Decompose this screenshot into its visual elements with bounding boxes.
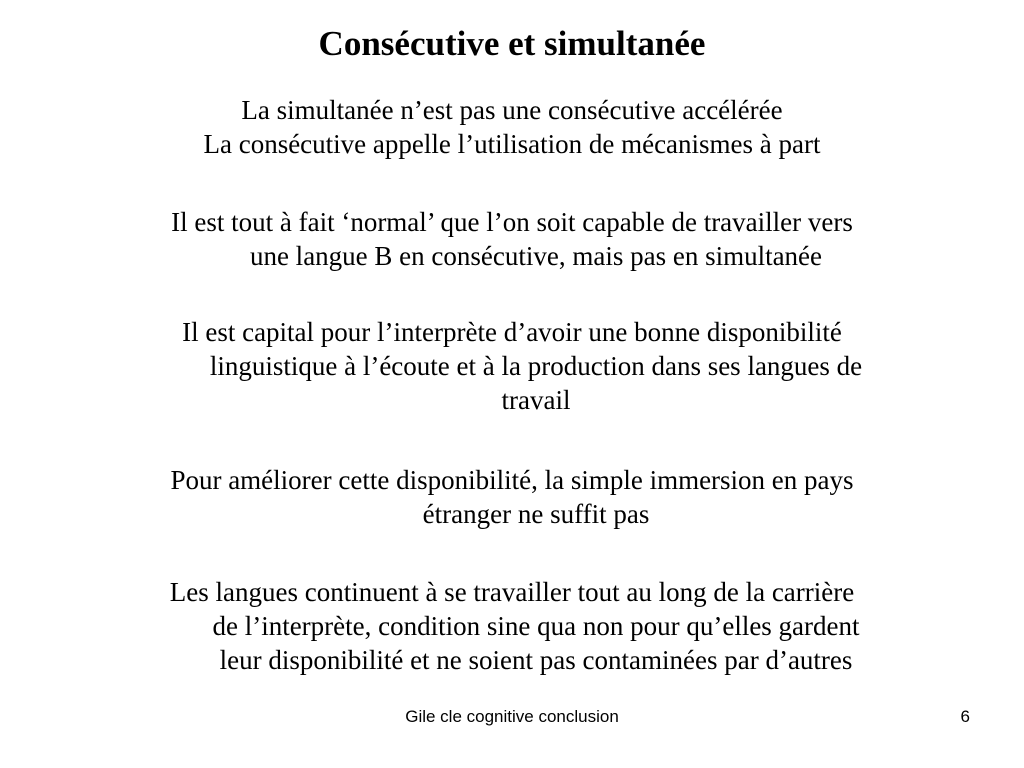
slide-title: Consécutive et simultanée [318, 24, 706, 63]
text-line: étranger ne suffit pas [422, 499, 650, 529]
text-line: La consécutive appelle l’utilisation de mécanismes à part [203, 129, 821, 159]
text-line: leur disponibilité et ne soient pas contaminées par d’autres [219, 645, 853, 675]
text-block-simultanee [60, 93, 964, 161]
text-line: travail [501, 385, 571, 415]
text-line: Il est tout à fait ‘normal’ que l’on soit capable de travailler vers [171, 207, 853, 237]
text-line: une langue B en consécutive, mais pas en simultanée [249, 241, 823, 271]
text-line: Pour améliorer cette disponibilité, la simple immersion en pays [170, 465, 854, 495]
text-line: de l’interprète, condition sine qua non pour qu’elles gardent [212, 611, 860, 641]
text-line: La simultanée n’est pas une consécutive accélérée [241, 95, 783, 125]
text-line: Il est capital pour l’interprète d’avoir une bonne disponibilité [182, 317, 842, 347]
text-block-immersion [60, 463, 964, 531]
text-block-langues-carriere [60, 575, 964, 677]
text-line: Les langues continuent à se travailler tout au long de la carrière [169, 577, 855, 607]
text-block-disponibilite [60, 315, 964, 417]
page-number: 6 [960, 707, 970, 726]
footer-text: Gile cle cognitive conclusion [405, 707, 619, 726]
text-block-langue-b [60, 205, 964, 273]
text-line: linguistique à l’écoute et à la production dans ses langues de [209, 351, 863, 381]
